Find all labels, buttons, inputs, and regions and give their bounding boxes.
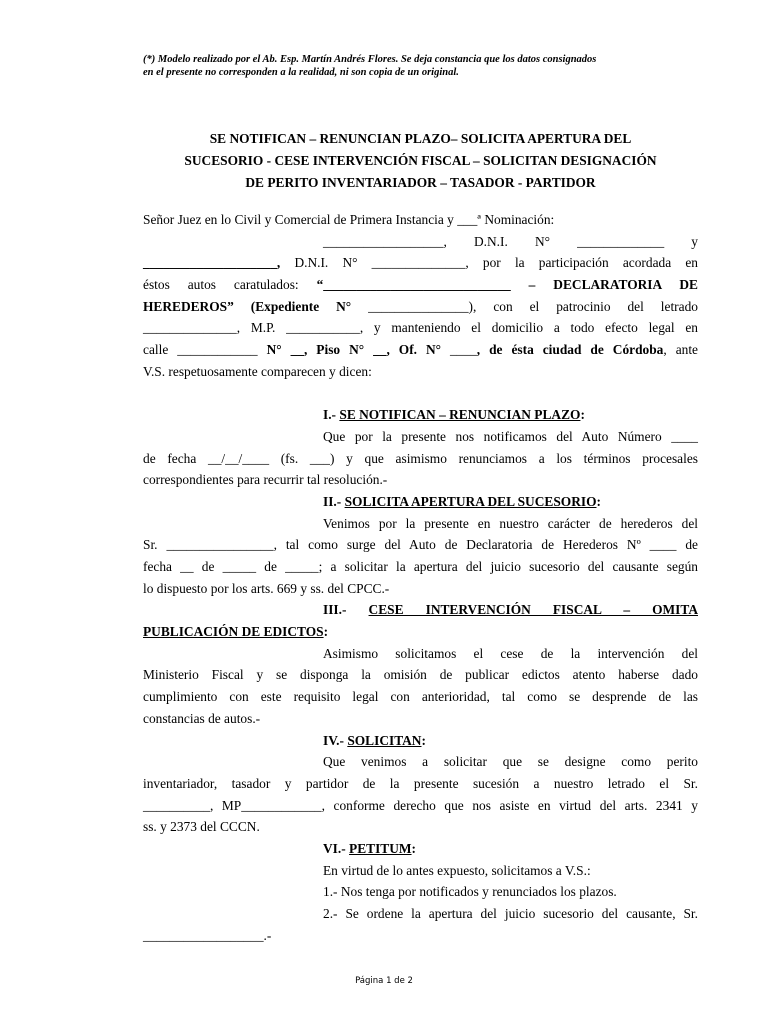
- body-line: En virtud de lo antes expuesto, solicitamos a V.S.:: [323, 862, 591, 878]
- disclaimer-line: en el presente no corresponden a la realidad, ni son copia de un original.: [143, 67, 459, 78]
- section-colon: :: [323, 624, 329, 640]
- body-line: __________________.-: [143, 927, 272, 943]
- body-line: [143, 296, 698, 318]
- petitum-item-1: 1.- Nos tenga por notificados y renunciados los plazos.: [323, 884, 617, 900]
- body-line: de fecha __/__/____ (fs. ___) y que asimismo renunciamos a los términos procesales: [143, 450, 698, 466]
- body-line: Ministerio Fiscal y se disponga la omisión de publicar edictos atento haberse dado: [143, 667, 698, 683]
- body-line: ss. y 2373 del CCCN.: [143, 819, 260, 835]
- petitum-item-2: 2.- Se ordene la apertura del juicio sucesorio del causante, Sr.: [323, 906, 698, 921]
- text-run: éstos autos caratulados:: [143, 277, 317, 293]
- section-heading-2: [143, 491, 698, 513]
- section-title: SOLICITA APERTURA DEL SUCESORIO: [344, 493, 597, 509]
- body-line: Que por la presente nos notificamos del Auto Número ____: [323, 428, 698, 444]
- section-title: PETITUM: [349, 840, 412, 856]
- body-line: __________________, D.N.I. N° _____________ y: [323, 233, 698, 249]
- section-title: CESE INTERVENCIÓN FISCAL – OMITA: [368, 602, 698, 618]
- text-run: calle ____________: [143, 342, 267, 358]
- section-colon: :: [411, 840, 417, 856]
- body-line: cumplimiento con este requisito legal con anterioridad, tal como se desprende de las: [143, 689, 698, 705]
- body-line: [143, 252, 698, 274]
- section-heading-3-cont: [143, 621, 698, 643]
- section-heading-1: [143, 404, 698, 426]
- body-line: correspondientes para recurrir tal resolución.-: [143, 472, 388, 488]
- salutation: Señor Juez en lo Civil y Comercial de Primera Instancia y ___ª Nominación:: [143, 212, 555, 227]
- disclaimer-line: (*) Modelo realizado por el Ab. Esp. Martín Andrés Flores. Se deja constancia que los datos consignados: [143, 54, 597, 65]
- text-run: , ante: [663, 342, 698, 358]
- section-colon: :: [580, 407, 585, 423]
- section-heading-3: [143, 599, 698, 621]
- disclaimer-note: [143, 53, 698, 79]
- section-colon: :: [421, 732, 426, 748]
- body-line: Sr. ________________, tal como surge del Auto de Declaratoria de Herederos Nº ____ de: [143, 537, 698, 553]
- address-city: , de ésta ciudad de Córdoba: [476, 342, 664, 358]
- text-run: D.N.I. N° ______________, por la participación acordada en: [280, 255, 698, 271]
- address-detail: N° __, Piso N° __, Of. N°: [266, 342, 450, 358]
- section-number: VI.-: [323, 840, 350, 856]
- case-caption: “____________________________ – DECLARATORIA DE: [316, 277, 698, 293]
- text-run: ____: [449, 342, 477, 358]
- section-heading-4: [143, 730, 698, 752]
- section-number: III.-: [323, 602, 347, 618]
- section-heading-6: [143, 838, 698, 860]
- body-line: inventariador, tasador y partidor de la presente sucesión a nuestro letrado el Sr.: [143, 775, 698, 791]
- body-line: lo dispuesto por los arts. 669 y ss. del CPCC.-: [143, 580, 390, 596]
- section-title: SE NOTIFICAN – RENUNCIAN PLAZO: [339, 407, 581, 423]
- body-line: V.S. respetuosamente comparecen y dicen:: [143, 363, 372, 379]
- page-number: Página 1 de 2: [355, 976, 413, 986]
- document-title: [143, 128, 698, 194]
- body-line: ______________, M.P. ___________, y manteniendo el domicilio a todo efecto legal en: [143, 320, 698, 336]
- title-line: DE PERITO INVENTARIADOR – TASADOR - PARTIDOR: [245, 175, 596, 190]
- body-line: __________, MP____________, conforme derecho que nos asiste en virtud del arts. 2341 y: [143, 797, 698, 813]
- body-line: constancias de autos.-: [143, 710, 261, 726]
- document-body: [143, 209, 698, 946]
- body-line: [143, 274, 698, 296]
- case-caption: HEREDEROS” (Expediente N°: [143, 298, 369, 314]
- spacer: [143, 383, 698, 405]
- text-run: _______________), con el patrocinio del letrado: [368, 298, 698, 314]
- section-number: II.-: [323, 493, 345, 509]
- body-line: Que venimos a solicitar que se designe como perito: [323, 754, 698, 770]
- body-line: [143, 339, 698, 361]
- section-title: PUBLICACIÓN DE EDICTOS: [143, 624, 324, 640]
- title-line: SUCESORIO - CESE INTERVENCIÓN FISCAL – SOLICITAN DESIGNACIÓN: [184, 153, 657, 168]
- section-number: I.-: [323, 407, 340, 423]
- section-colon: :: [596, 493, 601, 509]
- title-line: SE NOTIFICAN – RENUNCIAN PLAZO– SOLICITA APERTURA DEL: [209, 131, 632, 146]
- body-line: Venimos por la presente en nuestro carácter de herederos del: [323, 515, 698, 531]
- body-line: Asimismo solicitamos el cese de la intervención del: [323, 645, 698, 661]
- body-line: fecha __ de _____ de _____; a solicitar la apertura del juicio sucesorio del causante según: [143, 559, 698, 574]
- section-title: SOLICITAN: [347, 732, 422, 748]
- section-number: IV.-: [323, 732, 348, 748]
- blank-field: ____________________,: [143, 255, 281, 271]
